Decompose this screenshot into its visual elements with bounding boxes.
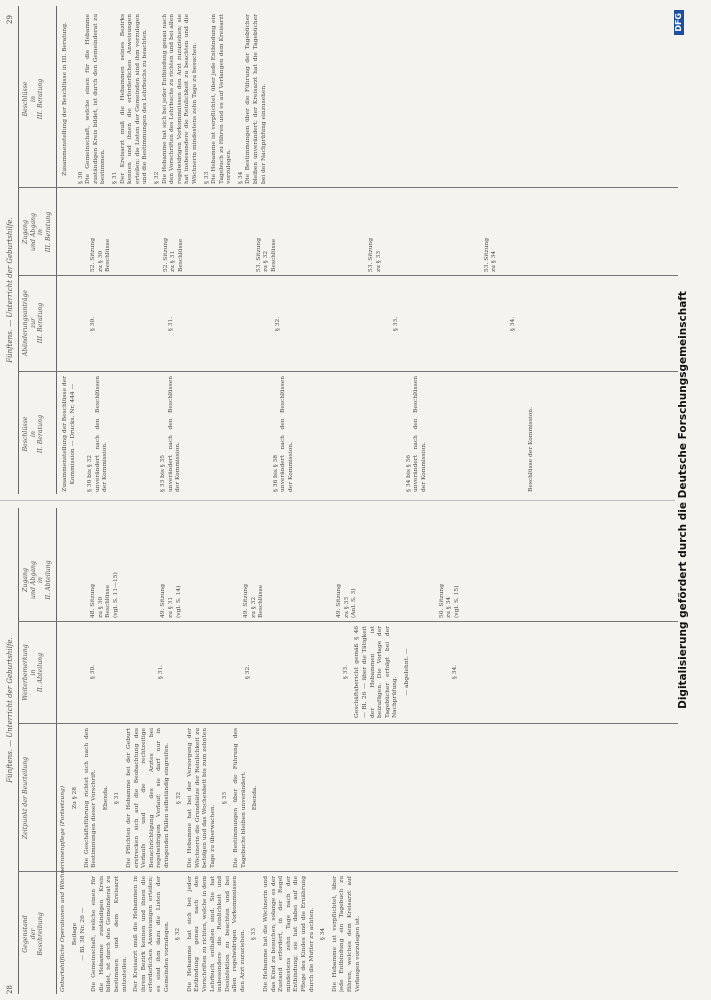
left-col-decision (72, 728, 662, 868)
paragraph: Die Hebamme hat bei der Versorgung der Wöchnerin die Grundsätze der Reinlichkeit zu befolgen und das Wochenbett bis zum zehnten Tage zu überwachen. (187, 728, 216, 868)
right-col-decisions-iii (62, 14, 662, 184)
col-head-amendments: Abänderungsanträge zur III. Beratung (22, 289, 45, 357)
section-number: § 32 (175, 791, 182, 805)
column-divider (18, 723, 678, 724)
right-col-decisions-ii (62, 376, 662, 492)
rule (18, 6, 19, 494)
section-number: § 31. (167, 316, 174, 332)
page-number-right: 29 (6, 15, 14, 24)
section-number: § 32 (175, 927, 182, 941)
column-divider (18, 621, 678, 622)
session-note: 53. Sitzung zu § 34 (483, 238, 498, 272)
col-head-access-iii: Zugang und Abgang in III. Beratung (22, 211, 52, 253)
section-title: Geburtshilfliche Operationen und Wöchnerinnenpflege (Fortsetzung) (60, 785, 66, 992)
page-spine (0, 500, 675, 501)
session-note: 52. Sitzung zu § 31 Beschlüsse (162, 238, 184, 272)
col-head-decisions-iii: Beschlüsse in III. Beratung (22, 78, 45, 120)
paragraph: Die Geschäftsführung richtet sich nach den Bestimmungen dieser Vorschrift. (83, 728, 98, 868)
paragraph: § 32 Die Hebamme hat sich bei jeder Entbindung genau nach den Vorschriften des Lehrbuchs zu richten und bei allen regelwidrigen Vorkommnissen den Arzt zuzuziehen; sie hat insbesondere die Reinlichkeit zu beachten und die Wöchnerin mindestens zehn Tage zu besuchen. (153, 14, 198, 184)
paragraph: Ebenda. (102, 785, 109, 811)
section-number: § 33 (221, 791, 228, 805)
session-note: 49. Sitzung zu § 32 Beschlüsse (243, 584, 265, 618)
col-head-further: Weiterbemerkung in II. Abteilung (22, 644, 45, 701)
digitization-banner: Digitalisierung gefördert durch die Deutsche Forschungsgemeinschaft (677, 291, 689, 709)
section-number: § 34. (510, 316, 517, 332)
rule (56, 508, 57, 994)
col-head-decisions-ii: Beschlüsse in II. Beratung (22, 414, 45, 454)
session-note: 48. Sitzung zu § 30 Beschlüsse (vgl. S. 11—15) (90, 572, 119, 618)
col-head-access: Zugang und Abgang in II. Abteilung (22, 560, 52, 600)
section-number: § 32. (245, 664, 252, 680)
running-head-left: Fünftens. — Unterricht der Geburtshilfe. (6, 637, 14, 783)
column-divider (18, 871, 678, 872)
right-col-amendments (90, 280, 660, 368)
rule (18, 508, 19, 994)
paragraph: § 34 bis § 36 unverändert nach den Beschlüssen der Kommission. (405, 376, 427, 492)
running-head-right: Fünftens. — Unterricht der Geburtshilfe. (6, 217, 14, 363)
paragraph: § 31 Der Kreisarzt muß die Hebammen seines Bezirks kennen und ihnen die erforderlichen Anweisungen erteilen; die Listen der Gemeinden sind ihm vorzulegen und die Bestimmungen des Lehrbuchs zu beachten. (111, 14, 149, 184)
paragraph: Die Hebamme hat die Wöchnerin und das Kind zu besuchen, solange es der Zustand erfordert, in der Regel mindestens zehn Tage nach der Entbindung; sie hat dabei auf die Pflege des Kindes und die Ernährung durch die Mutter zu achten. (263, 876, 315, 992)
paragraph: § 34 Die Bestimmungen über die Führung der Tagebücher bleiben unverändert; der Kreisarzt hat die Tagebücher bei der Nachprüfung einzusehen. (237, 14, 267, 184)
section-number: § 31. (157, 664, 164, 680)
section-number: § 31 (114, 791, 121, 805)
section-number: § 33. (342, 664, 349, 680)
col-head-decision: Zeitpunkt der Beurteilung (22, 756, 29, 840)
section-number: § 34 (320, 927, 327, 941)
paragraph: Beilage — Bl. 38 Nr. 26 — (72, 907, 86, 961)
paragraph: Die Bestimmungen über die Führung des Tagebuchs bleiben unverändert. (233, 728, 247, 868)
section-number: Zu § 28 (72, 786, 78, 810)
paragraph: Die Pflichten der Hebamme bei der Geburt erstrecken sich auf die Beobachtung des Verlaufs und die rechtzeitige Benachrichtigung des Arztes bei regelwidrigem Verlauf; sie darf nur in dringenden Fällen selbständig eingreifen. (125, 728, 170, 868)
session-note: 52. Sitzung zu § 30 Beschlüsse (90, 238, 112, 272)
session-note: 53. Sitzung zu § 33 (368, 238, 382, 272)
paragraph: § 30 bis § 32 unverändert nach den Beschlüssen der Kommission. (87, 376, 109, 492)
section-number: § 34. (451, 664, 458, 680)
paragraph: Geschäftsbericht gemäß § 46 — Bl. 26 — über die Tätigkeit der Hebammen ist beizufügen. Die Vorlage der Tagebücher erfolgt bei der Nachprüfung. (354, 626, 399, 718)
col-head-subject: Gegenstand der Beschreibung (22, 912, 45, 956)
session-note: 53. Sitzung zu § 32 Beschlüsse (255, 238, 277, 272)
section-number: § 30. (90, 664, 96, 680)
section-number: § 30. (90, 316, 96, 332)
paragraph: Der Kreisarzt muß die Hebammen in ihrem Bezirk kennen und ihnen die erforderlichen Anweisungen erteilen; es sind ihm dazu die Listen der Gemeinden vorzulegen. (133, 876, 170, 992)
dfg-logo: DFG (674, 10, 684, 35)
paragraph: Die Gemeinschaft, welche einen für die Hebamme zuständigen Kreis bildet, ist durch den Gemeinderat zu bestimmen und dem Kreisarzt mitzuteilen. (91, 876, 128, 992)
section-number: § 32. (275, 316, 282, 332)
paragraph: — abgelehnt. — (403, 648, 410, 696)
session-note: 49. Sitzung zu § 33 (Anl. S. 3) (335, 584, 358, 618)
page-number-left: 28 (6, 985, 14, 994)
paragraph: § 36 bis § 38 unverändert nach den Beschlüssen der Kommission. (272, 376, 294, 492)
column-divider (18, 187, 678, 188)
paragraph: Ebenda. (252, 785, 259, 811)
paragraph: § 33 Die Hebamme ist verpflichtet, über jede Entbindung ein Tagebuch zu führen und es auf Verlangen dem Kreisarzt vorzulegen. (203, 14, 233, 184)
left-col-subject (72, 876, 662, 992)
session-note: 49. Sitzung zu § 31 (vgl. S. 14) (160, 584, 182, 618)
paragraph: Zusammenstellung der Beschlüsse der Kommission — Drucks. Nr. 444 — (62, 376, 76, 492)
session-note: 50. Sitzung zu § 34 (vgl. S. 15) (438, 584, 460, 618)
column-divider (18, 275, 678, 276)
paragraph: Die Hebamme hat sich bei jeder Entbindung genau nach den Vorschriften zu richten, welche in dem Lehrbuch enthalten sind. Sie hat insbesondere die Reinlichkeit und Desinfektion zu beachten und bei allen regelwidrigen Vorkommnissen den Arzt zuzuziehen. (186, 876, 246, 992)
left-col-further (90, 626, 660, 718)
right-col-access-iii (90, 192, 660, 272)
section-number: § 33 (251, 927, 258, 941)
rule (56, 6, 57, 494)
paragraph: Die Hebamme ist verpflichtet, über jede Entbindung ein Tagebuch zu führen, welches dem Kreisarzt auf Verlangen vorzulegen ist. (331, 876, 361, 992)
column-divider (18, 371, 678, 372)
paragraph: Beschlüsse der Kommission. (528, 407, 535, 492)
paragraph: § 33 bis § 35 unverändert nach den Beschlüssen der Kommission. (159, 376, 182, 492)
left-col-access (90, 526, 660, 618)
paragraph: Zusammenstellung der Beschlüsse in III. Beratung. (62, 22, 68, 176)
paragraph: § 30 Die Gemeinschaft, welche einen für die Hebamme zuständigen Kreis bildet, ist durch den Gemeinderat zu bestimmen. (77, 14, 107, 184)
section-number: § 33. (392, 316, 399, 332)
